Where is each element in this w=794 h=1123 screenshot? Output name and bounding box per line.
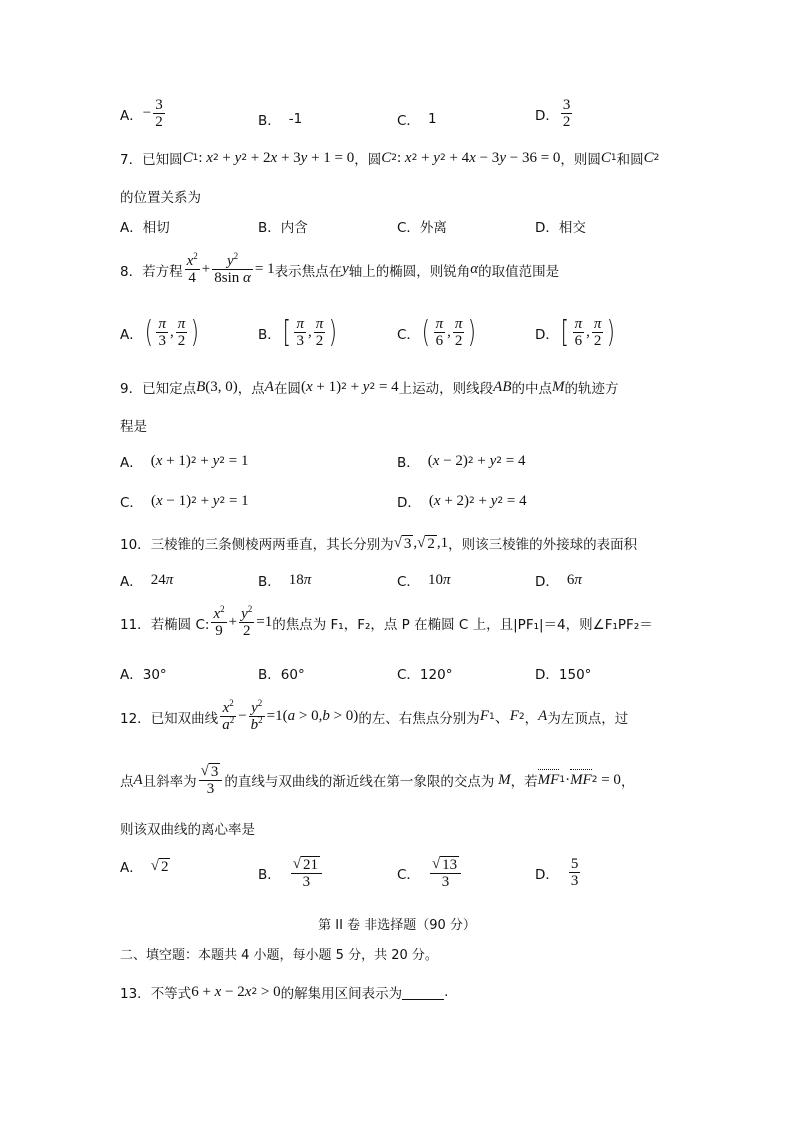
text: .: [444, 984, 449, 1000]
option-value: -1: [288, 111, 303, 127]
q7-option-d[interactable]: D．相交: [535, 220, 586, 236]
section-heading: 第 II 卷 非选择题（90 分）: [318, 918, 476, 933]
text: 的位置关系为: [120, 190, 201, 206]
text: ，: [524, 710, 539, 727]
option-label: B．: [397, 455, 420, 471]
q12-stem: 12． 已知双曲线 $\frac{x^2}{a^2}$ − $\frac{y^2}{b^2}$ =1( a > 0, b > 0) 的左、右焦点分别为 F 1 、 F 2 ， A 为左顶点，过: [120, 698, 629, 733]
q8-options: [0, 316, 794, 356]
text: 若椭圆 C:: [150, 616, 210, 633]
q11-stem: 11． 若椭圆 C: $\frac{x^2}{9}$ + $\frac{y^2}{2}$ =1 的焦点为 F₁，F₂，点 P 在椭圆 C 上，且|PF₁|＝4，则∠F₁PF₂＝: [120, 604, 653, 639]
text: 且斜率为: [142, 774, 197, 790]
text: 在圆: [273, 381, 301, 397]
q12-option-a[interactable]: A． √ 2: [120, 857, 169, 876]
q12-stem-cont2: [120, 818, 255, 838]
option-label: A．: [120, 107, 143, 124]
q11-option-c[interactable]: C．120°: [397, 667, 453, 683]
option-label: B．: [258, 326, 281, 343]
text: 为左顶点，过: [547, 710, 629, 727]
q7-stem: 7． 已知圆 C 1 : x 2 + y 2 + 2 x + 3 y + 1 = 0 ，圆 C 2 : x 2 + y 2 + 4 x − 3 y − 36 = 0 ，则圆 C 1 和圆 C 2: [120, 149, 660, 168]
fraction: √ 3 3: [199, 763, 223, 797]
option-value: 1: [427, 111, 437, 127]
option-label: B．: [258, 867, 281, 883]
q6-option-c[interactable]: [397, 109, 437, 129]
q9-stem: 9． 已知定点 B (3, 0) ，点 A 在圆 ( x + 1) 2 + y 2 = 4 上运动，则线段 AB 的中点 M 的轨迹方: [120, 378, 619, 397]
text: 已知双曲线: [150, 710, 219, 727]
fraction: $\frac{x^2}{a^2}$: [222, 698, 235, 733]
answer-blank[interactable]: [402, 985, 444, 1000]
option-label: C．: [397, 574, 420, 590]
text: 的中点: [511, 381, 552, 397]
fraction: $\frac{3}{2}$: [155, 97, 163, 130]
option-label: D．: [535, 326, 559, 343]
option-label: D．: [535, 107, 559, 124]
q10-option-a[interactable]: A． 24 π: [120, 571, 174, 590]
q10-option-d[interactable]: D． 6 π: [535, 571, 582, 590]
question-number: 10．: [120, 537, 151, 553]
q11-options: [0, 663, 794, 703]
question-number: 8．: [120, 263, 143, 280]
text: 的左、右焦点分别为: [358, 710, 480, 727]
option-label: A．: [120, 455, 143, 471]
q11-option-b[interactable]: B．60°: [258, 667, 305, 683]
q8-option-a[interactable]: A． ( $\frac{\pi}{3}$ , $\frac{\pi}{2}$ ): [120, 314, 200, 350]
text: 上运动，则线段: [398, 381, 494, 397]
option-label: C．: [397, 113, 420, 129]
text: ，则圆: [560, 152, 601, 168]
text: 三棱锥的三条侧棱两两垂直，其长分别为: [150, 537, 394, 553]
text: ，若: [510, 774, 538, 790]
q8-option-c[interactable]: C． ( $\frac{\pi}{6}$ , $\frac{\pi}{2}$ ): [397, 314, 477, 350]
text: 表示焦点在: [274, 263, 343, 280]
q9-options-row1: [0, 451, 794, 491]
q12-option-b[interactable]: B． √ 21 3: [258, 856, 324, 890]
option-label: A．: [120, 574, 143, 590]
q9-option-c[interactable]: C． ( x − 1) 2 + y 2 = 1: [120, 492, 249, 511]
text: ，: [620, 774, 635, 790]
option-label: D．: [535, 574, 559, 590]
q9-option-a[interactable]: A． ( x + 1) 2 + y 2 = 1: [120, 452, 249, 471]
text: 不等式: [150, 986, 192, 1002]
q12-option-c[interactable]: C． √ 13 3: [397, 856, 463, 890]
text: 的解集用区间表示为: [280, 986, 403, 1002]
q10-option-b[interactable]: B． 18 π: [258, 571, 312, 590]
q10-option-c[interactable]: C． 10 π: [397, 571, 451, 590]
q11-option-d[interactable]: D．150°: [535, 667, 592, 683]
text: 的取值范围是: [478, 263, 560, 280]
q9-stem-cont: [120, 415, 147, 435]
text: 轴上的椭圆，则锐角: [348, 263, 471, 280]
q8-option-d[interactable]: D． [ $\frac{\pi}{6}$ , $\frac{\pi}{2}$ ): [535, 314, 616, 350]
q7-stem-cont: [120, 186, 201, 206]
option-label: C．: [397, 867, 420, 883]
text: ，则该三棱锥的外接球的表面积: [448, 537, 638, 553]
section-instructions: 二、填空题：本题共 4 小题，每小题 5 分，共 20 分。: [120, 948, 438, 963]
fraction: $\frac{x^2}{9}$: [213, 604, 225, 639]
option-label: A．: [120, 326, 143, 343]
q9-option-d[interactable]: D． ( x + 2) 2 + y 2 = 4: [397, 492, 527, 511]
text: 的直线与双曲线的渐近线在第一象限的交点为: [224, 774, 495, 790]
q9-options-row2: [0, 491, 794, 531]
text: 已知定点: [142, 381, 197, 397]
fraction: $\frac{x^2}{4}$: [186, 251, 198, 286]
option-label: D．: [535, 866, 559, 883]
fraction: $\frac{3}{2}$: [562, 97, 571, 130]
question-number: 7．: [120, 152, 143, 168]
text: 的焦点为 F₁，F₂，点 P 在椭圆 C 上，且|PF₁|＝4，则∠F₁PF₂＝: [272, 616, 653, 633]
q12-option-d[interactable]: D． $\frac{5}{3}$: [535, 856, 579, 889]
q7-option-a[interactable]: A．相切: [120, 220, 170, 236]
q7-option-b[interactable]: B．内含: [258, 220, 308, 236]
text: ，圆: [354, 152, 382, 168]
fraction: $\frac{y^2}{b^2}$: [250, 698, 263, 733]
question-number: 13．: [120, 986, 151, 1002]
option-label: A．: [120, 860, 143, 876]
q9-option-b[interactable]: B． ( x − 2) 2 + y 2 = 4: [397, 452, 526, 471]
question-number: 9．: [120, 381, 143, 397]
q8-stem: 8． 若方程 $\frac{x^2}{4}$ + $\frac{y^2}{\text{8sin α}}$ = 1 表示焦点在 y 轴上的椭圆，则锐角 α 的取值范围是: [120, 251, 560, 286]
q7-options: [0, 216, 794, 256]
q13-stem: 13． 不等式 6 + x − 2 x 2 > 0 的解集用区间表示为 .: [120, 983, 449, 1002]
q7-option-c[interactable]: C．外离: [397, 220, 447, 236]
text: 程是: [120, 419, 147, 435]
q8-option-b[interactable]: B． [ $\frac{\pi}{3}$ , $\frac{\pi}{2}$ ): [258, 314, 338, 350]
text: 和圆: [616, 152, 644, 168]
q6-option-d[interactable]: [535, 97, 574, 130]
q10-options: [0, 570, 794, 610]
text: ，点: [237, 381, 265, 397]
option-label: D．: [397, 495, 421, 511]
option-label: B．: [258, 113, 281, 129]
q6-option-a[interactable]: A． − $\frac{3}{2}$: [120, 97, 163, 130]
text: 若方程: [142, 263, 183, 280]
option-label: C．: [120, 495, 143, 511]
q12-stem-cont: 点 A 且斜率为 √ 3 3 的直线与双曲线的渐近线在第一象限的交点为 M ，若 MF 1 · MF 2 = 0 ，: [120, 763, 635, 797]
text: 的轨迹方: [564, 381, 619, 397]
question-number: 11．: [120, 616, 151, 633]
fraction: $\frac{y^2}{2}$: [241, 604, 253, 639]
text: 点: [120, 774, 134, 790]
q12-options: [0, 856, 794, 896]
q11-option-a[interactable]: A．30°: [120, 667, 167, 683]
question-number: 12．: [120, 710, 151, 727]
option-label: C．: [397, 326, 420, 343]
q10-stem: 10． 三棱锥的三条侧棱两两垂直，其长分别为 √ 3 , √ 2 ,1 ，则该三棱锥的外接球的表面积: [120, 534, 638, 553]
option-label: B．: [258, 574, 281, 590]
q6-option-b[interactable]: [258, 109, 302, 129]
text: 已知圆: [142, 152, 183, 168]
fraction: $\frac{y^2}{\text{8sin α}}$: [214, 251, 251, 286]
text: 则该双曲线的离心率是: [120, 822, 255, 838]
q6-options: [0, 97, 794, 137]
